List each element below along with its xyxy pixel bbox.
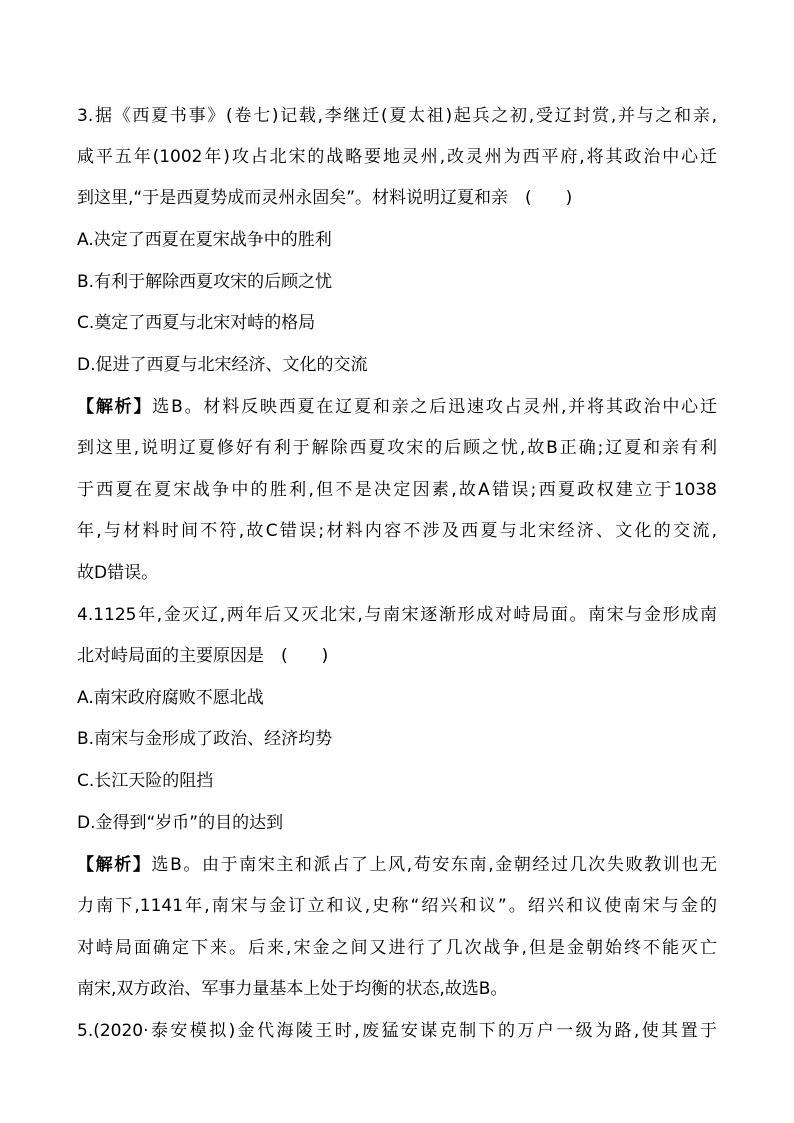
q3-stem-line-3: 到这里,“于是西夏势成而灵州永固矣”。材料说明辽夏和亲 ( ) bbox=[77, 188, 573, 208]
q4-analysis-line-4: 南宋,双方政治、军事力量基本上处于均衡的状态,故选B。 bbox=[77, 979, 508, 999]
q3-analysis-label: 【解析】 bbox=[77, 397, 153, 417]
q4-analysis-line-2: 力南下,1141年,南宋与金订立和议,史称“绍兴和议”。绍兴和议使南宋与金的 bbox=[77, 896, 717, 916]
q5-stem-line-1: 5.(2020·泰安模拟)金代海陵王时,废猛安谋克制下的万户一级为路,使其置于 bbox=[77, 1021, 717, 1041]
q3-option-c: C.奠定了西夏与北宋对峙的格局 bbox=[77, 313, 316, 333]
q3-analysis-line-3: 于西夏在夏宋战争中的胜利,但不是决定因素,故A错误;西夏政权建立于1038 bbox=[77, 480, 717, 500]
q3-analysis-line-4: 年,与材料时间不符,故C错误;材料内容不涉及西夏与北宋经济、文化的交流, bbox=[77, 521, 717, 541]
q3-stem-line-1: 3.据《西夏书事》(卷七)记载,李继迁(夏太祖)起兵之初,受辽封赏,并与之和亲, bbox=[77, 106, 717, 126]
q4-analysis-line-3: 对峙局面确定下来。后来,宋金之间又进行了几次战争,但是金朝始终不能灭亡 bbox=[77, 938, 717, 958]
q3-analysis-line-1 bbox=[77, 395, 717, 419]
q4-option-a: A.南宋政府腐败不愿北战 bbox=[77, 688, 264, 708]
q4-stem-line-2: 北对峙局面的主要原因是 ( ) bbox=[77, 646, 329, 666]
q3-analysis-line-2: 到这里,说明辽夏修好有利于解除西夏攻宋的后顾之忧,故B正确;辽夏和亲有利 bbox=[77, 438, 717, 458]
q4-option-b: B.南宋与金形成了政治、经济均势 bbox=[77, 729, 333, 749]
q3-option-b: B.有利于解除西夏攻宋的后顾之忧 bbox=[77, 272, 333, 292]
q4-analysis-line-1 bbox=[77, 853, 717, 877]
q3-analysis-first: 选B。材料反映西夏在辽夏和亲之后迅速攻占灵州,并将其政治中心迁 bbox=[152, 397, 717, 417]
q4-analysis-label: 【解析】 bbox=[77, 855, 152, 875]
q3-stem-line-2: 咸平五年(1002年)攻占北宋的战略要地灵州,改灵州为西平府,将其政治中心迁 bbox=[77, 147, 717, 167]
q4-option-c: C.长江天险的阻挡 bbox=[77, 771, 214, 791]
q3-option-a: A.决定了西夏在夏宋战争中的胜利 bbox=[77, 230, 332, 250]
q3-analysis-line-5: 故D错误。 bbox=[77, 563, 159, 583]
q4-stem-line-1: 4.1125年,金灭辽,两年后又灭北宋,与南宋逐渐形成对峙局面。南宋与金形成南 bbox=[77, 605, 717, 625]
q4-analysis-first: 选B。由于南宋主和派占了上风,苟安东南,金朝经过几次失败教训也无 bbox=[151, 855, 717, 875]
q4-option-d: D.金得到“岁币”的目的达到 bbox=[77, 813, 284, 833]
q3-option-d: D.促进了西夏与北宋经济、文化的交流 bbox=[77, 355, 368, 375]
